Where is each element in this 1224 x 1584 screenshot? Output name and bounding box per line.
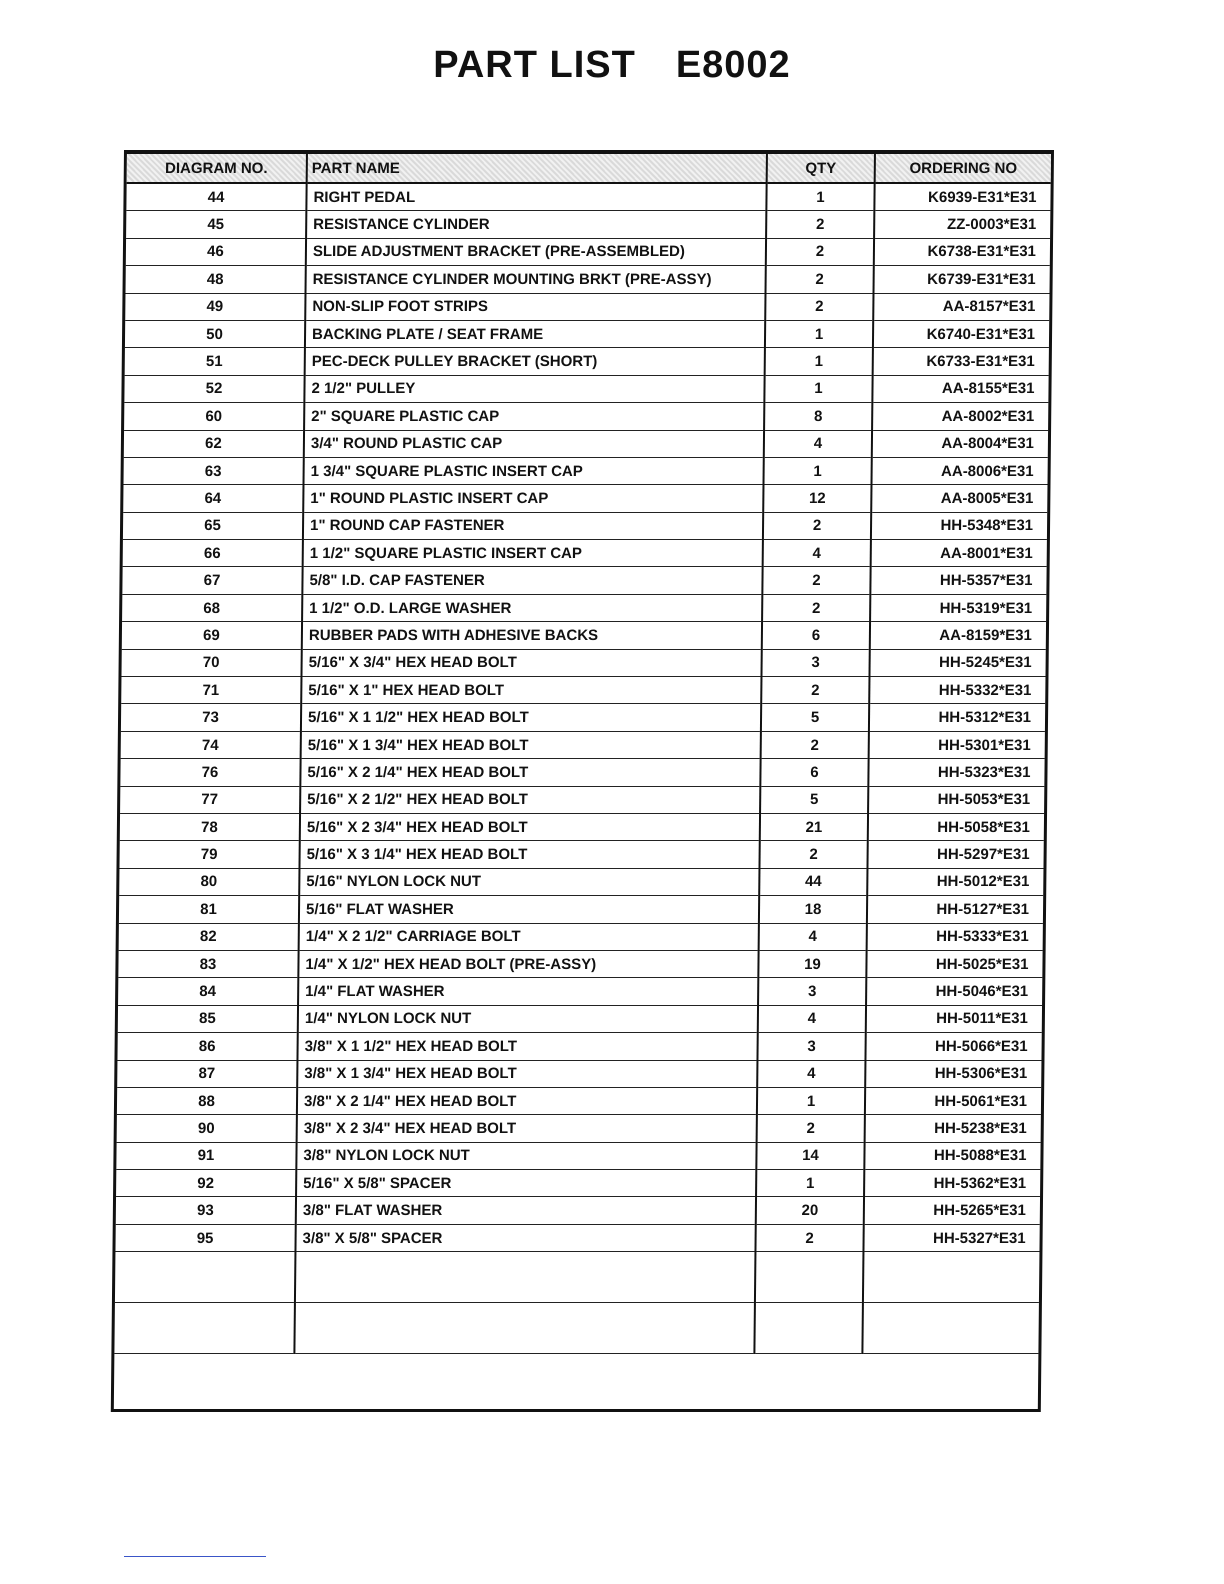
ordering-no-cell: HH-5127*E31	[867, 896, 1043, 923]
diagram-no-cell: 51	[125, 348, 305, 375]
diagram-no-cell: 70	[121, 649, 301, 676]
ordering-no-cell: AA-8005*E31	[871, 485, 1047, 512]
table-row	[117, 1115, 1041, 1142]
parts-table	[114, 154, 1051, 1354]
qty-cell: 6	[760, 759, 868, 786]
part-name-cell: RESISTANCE CYLINDER MOUNTING BRKT (PRE-ASSY)	[306, 266, 766, 293]
qty-cell: 2	[757, 1115, 865, 1142]
diagram-no-cell: 48	[126, 266, 306, 293]
table-row	[123, 457, 1047, 484]
diagram-no-cell: 62	[124, 430, 304, 457]
page-title	[0, 44, 1224, 87]
ordering-no-cell: AA-8001*E31	[871, 540, 1047, 567]
diagram-no-cell: 77	[120, 786, 300, 813]
diagram-no-cell: 86	[117, 1033, 297, 1060]
qty-cell: 1	[765, 320, 873, 347]
part-name-cell: 1/4" NYLON LOCK NUT	[298, 1005, 758, 1032]
ordering-no-cell: HH-5357*E31	[870, 567, 1046, 594]
ordering-no-cell: ZZ-0003*E31	[874, 211, 1050, 238]
table-row	[119, 868, 1043, 895]
part-name-cell: 5/8" I.D. CAP FASTENER	[302, 567, 762, 594]
part-name-cell: 3/8" FLAT WASHER	[296, 1197, 756, 1224]
qty-cell: 2	[755, 1224, 863, 1251]
qty-cell: 21	[760, 813, 868, 840]
ordering-no-cell: HH-5053*E31	[868, 786, 1044, 813]
diagram-no-cell: 93	[116, 1197, 296, 1224]
part-name-cell: 1" ROUND PLASTIC INSERT CAP	[303, 485, 763, 512]
qty-cell: 1	[756, 1170, 864, 1197]
qty-cell: 3	[758, 978, 866, 1005]
qty-cell: 20	[756, 1197, 864, 1224]
part-name-cell: 3/8" X 2 3/4" HEX HEAD BOLT	[297, 1115, 757, 1142]
table-row	[126, 266, 1050, 293]
part-name-cell: RESISTANCE CYLINDER	[306, 211, 766, 238]
ordering-no-cell: HH-5245*E31	[869, 649, 1045, 676]
qty-cell: 2	[762, 594, 870, 621]
qty-cell: 2	[766, 238, 874, 265]
qty-cell: 4	[758, 1005, 866, 1032]
blank-cell	[755, 1252, 864, 1303]
part-name-cell: 5/16" X 2 3/4" HEX HEAD BOLT	[300, 813, 760, 840]
blank-cell	[115, 1252, 296, 1303]
ordering-no-cell: K6738-E31*E31	[874, 238, 1050, 265]
ordering-no-cell: HH-5327*E31	[863, 1224, 1039, 1251]
diagram-no-cell: 74	[121, 731, 301, 758]
blank-cell	[114, 1303, 295, 1354]
ordering-no-cell: K6740-E31*E31	[873, 320, 1049, 347]
ordering-no-cell: K6739-E31*E31	[874, 266, 1050, 293]
part-name-cell: 3/4" ROUND PLASTIC CAP	[304, 430, 764, 457]
qty-cell: 2	[766, 266, 874, 293]
part-name-cell: 3/8" X 1 3/4" HEX HEAD BOLT	[297, 1060, 757, 1087]
diagram-no-cell: 91	[116, 1142, 296, 1169]
blank-row	[115, 1252, 1040, 1303]
ordering-no-cell: K6939-E31*E31	[874, 183, 1050, 211]
ordering-no-cell: AA-8002*E31	[872, 403, 1048, 430]
blank-cell	[754, 1303, 863, 1354]
table-row	[116, 1197, 1040, 1224]
qty-cell: 3	[761, 649, 869, 676]
table-row	[122, 567, 1046, 594]
ordering-no-cell: HH-5061*E31	[865, 1087, 1041, 1114]
qty-cell: 2	[759, 841, 867, 868]
diagram-no-cell: 88	[117, 1087, 297, 1114]
ordering-no-cell: HH-5306*E31	[865, 1060, 1041, 1087]
part-name-cell: 2" SQUARE PLASTIC CAP	[304, 403, 764, 430]
qty-cell: 2	[765, 293, 873, 320]
table-row	[121, 731, 1045, 758]
part-name-cell: PEC-DECK PULLEY BRACKET (SHORT)	[305, 348, 765, 375]
diagram-no-cell: 73	[121, 704, 301, 731]
ordering-no-cell: AA-8159*E31	[870, 622, 1046, 649]
diagram-no-cell: 76	[120, 759, 300, 786]
part-name-cell: 2 1/2" PULLEY	[304, 375, 764, 402]
qty-cell: 1	[763, 457, 871, 484]
diagram-no-cell: 79	[119, 841, 299, 868]
diagram-no-cell: 67	[122, 567, 302, 594]
blank-row	[114, 1303, 1039, 1354]
part-name-cell: 5/16" X 5/8" SPACER	[296, 1170, 756, 1197]
part-name-cell: 5/16" X 1" HEX HEAD BOLT	[301, 677, 761, 704]
qty-cell: 1	[757, 1087, 865, 1114]
ordering-no-cell: HH-5319*E31	[870, 594, 1046, 621]
table-row	[116, 1170, 1040, 1197]
diagram-no-cell: 60	[124, 403, 304, 430]
part-name-cell: 5/16" NYLON LOCK NUT	[299, 868, 759, 895]
table-row	[118, 1005, 1042, 1032]
table-row	[121, 704, 1045, 731]
part-name-cell: RUBBER PADS WITH ADHESIVE BACKS	[302, 622, 762, 649]
part-name-cell: 5/16" FLAT WASHER	[299, 896, 759, 923]
qty-cell: 5	[761, 704, 869, 731]
table-row	[125, 320, 1049, 347]
ordering-no-cell: HH-5025*E31	[866, 950, 1042, 977]
diagram-no-cell: 83	[118, 950, 298, 977]
header-ordering-no: ORDERING NO	[875, 154, 1051, 183]
table-row	[125, 293, 1049, 320]
ordering-no-cell: HH-5088*E31	[864, 1142, 1040, 1169]
header-part-name: PART NAME	[307, 154, 767, 183]
blank-cell	[294, 1303, 755, 1354]
diagram-no-cell: 50	[125, 320, 305, 347]
qty-cell: 44	[759, 868, 867, 895]
table-row	[117, 1060, 1041, 1087]
ordering-no-cell: HH-5011*E31	[866, 1005, 1042, 1032]
parts-table-body	[114, 183, 1050, 1354]
part-name-cell: 1/4" X 1/2" HEX HEAD BOLT (PRE-ASSY)	[298, 950, 758, 977]
ordering-no-cell: K6733-E31*E31	[873, 348, 1049, 375]
header-diagram-no: DIAGRAM NO.	[127, 154, 307, 183]
table-row	[122, 622, 1046, 649]
qty-cell: 1	[765, 348, 873, 375]
qty-cell: 5	[760, 786, 868, 813]
part-name-cell: 3/8" X 1 1/2" HEX HEAD BOLT	[297, 1033, 757, 1060]
table-row	[126, 183, 1050, 211]
table-row	[120, 786, 1044, 813]
diagram-no-cell: 69	[122, 622, 302, 649]
diagram-no-cell: 87	[117, 1060, 297, 1087]
ordering-no-cell: AA-8006*E31	[871, 457, 1047, 484]
qty-cell: 14	[756, 1142, 864, 1169]
part-name-cell: 1 1/2" O.D. LARGE WASHER	[302, 594, 762, 621]
table-row	[124, 430, 1048, 457]
table-row	[118, 978, 1042, 1005]
diagram-no-cell: 49	[125, 293, 305, 320]
diagram-no-cell: 81	[119, 896, 299, 923]
table-row	[123, 540, 1047, 567]
table-row	[119, 923, 1043, 950]
qty-cell: 2	[761, 677, 869, 704]
diagram-no-cell: 78	[120, 813, 300, 840]
title-text: PART LIST	[433, 44, 636, 86]
ordering-no-cell: HH-5297*E31	[867, 841, 1043, 868]
part-name-cell: 1 3/4" SQUARE PLASTIC INSERT CAP	[303, 457, 763, 484]
underline-mark	[124, 1556, 266, 1557]
part-name-cell: SLIDE ADJUSTMENT BRACKET (PRE-ASSEMBLED)	[306, 238, 766, 265]
qty-cell: 2	[761, 731, 869, 758]
table-row	[126, 211, 1050, 238]
blank-cell	[862, 1303, 1039, 1354]
table-header-row	[127, 154, 1051, 183]
diagram-no-cell: 95	[115, 1224, 295, 1251]
qty-cell: 6	[762, 622, 870, 649]
diagram-no-cell: 44	[126, 183, 306, 211]
ordering-no-cell: HH-5348*E31	[871, 512, 1047, 539]
table-row	[123, 485, 1047, 512]
diagram-no-cell: 64	[123, 485, 303, 512]
ordering-no-cell: HH-5333*E31	[867, 923, 1043, 950]
table-row	[125, 348, 1049, 375]
part-name-cell: 5/16" X 1 1/2" HEX HEAD BOLT	[301, 704, 761, 731]
table-row	[124, 403, 1048, 430]
part-name-cell: 1/4" X 2 1/2" CARRIAGE BOLT	[299, 923, 759, 950]
diagram-no-cell: 85	[118, 1005, 298, 1032]
diagram-no-cell: 45	[126, 211, 306, 238]
diagram-no-cell: 68	[122, 594, 302, 621]
ordering-no-cell: HH-5301*E31	[869, 731, 1045, 758]
diagram-no-cell: 65	[123, 512, 303, 539]
part-name-cell: 1/4" FLAT WASHER	[298, 978, 758, 1005]
table-row	[121, 677, 1045, 704]
ordering-no-cell: HH-5058*E31	[868, 813, 1044, 840]
qty-cell: 12	[763, 485, 871, 512]
ordering-no-cell: HH-5312*E31	[869, 704, 1045, 731]
ordering-no-cell: HH-5238*E31	[865, 1115, 1041, 1142]
part-name-cell: 1 1/2" SQUARE PLASTIC INSERT CAP	[303, 540, 763, 567]
table-row	[119, 841, 1043, 868]
table-row	[120, 813, 1044, 840]
table-row	[121, 649, 1045, 676]
part-name-cell: RIGHT PEDAL	[306, 183, 766, 211]
ordering-no-cell: HH-5332*E31	[869, 677, 1045, 704]
part-name-cell: 5/16" X 2 1/2" HEX HEAD BOLT	[300, 786, 760, 813]
qty-cell: 2	[766, 211, 874, 238]
diagram-no-cell: 80	[119, 868, 299, 895]
part-name-cell: BACKING PLATE / SEAT FRAME	[305, 320, 765, 347]
ordering-no-cell: AA-8004*E31	[872, 430, 1048, 457]
parts-table-frame	[111, 150, 1054, 1412]
table-row	[124, 375, 1048, 402]
table-row	[116, 1142, 1040, 1169]
table-row	[123, 512, 1047, 539]
diagram-no-cell: 52	[124, 375, 304, 402]
blank-cell	[863, 1252, 1040, 1303]
part-name-cell: 5/16" X 1 3/4" HEX HEAD BOLT	[301, 731, 761, 758]
qty-cell: 18	[759, 896, 867, 923]
part-name-cell: 3/8" X 5/8" SPACER	[295, 1224, 755, 1251]
qty-cell: 1	[764, 375, 872, 402]
qty-cell: 1	[766, 183, 874, 211]
ordering-no-cell: HH-5046*E31	[866, 978, 1042, 1005]
ordering-no-cell: HH-5012*E31	[867, 868, 1043, 895]
table-row	[126, 238, 1050, 265]
qty-cell: 19	[758, 950, 866, 977]
ordering-no-cell: HH-5323*E31	[868, 759, 1044, 786]
ordering-no-cell: AA-8155*E31	[872, 375, 1048, 402]
blank-cell	[295, 1252, 756, 1303]
qty-cell: 4	[759, 923, 867, 950]
ordering-no-cell: HH-5066*E31	[865, 1033, 1041, 1060]
table-row	[118, 950, 1042, 977]
diagram-no-cell: 92	[116, 1170, 296, 1197]
diagram-no-cell: 46	[126, 238, 306, 265]
part-name-cell: 5/16" X 3 1/4" HEX HEAD BOLT	[299, 841, 759, 868]
part-name-cell: 3/8" X 2 1/4" HEX HEAD BOLT	[297, 1087, 757, 1114]
diagram-no-cell: 82	[119, 923, 299, 950]
part-name-cell: 5/16" X 2 1/4" HEX HEAD BOLT	[300, 759, 760, 786]
diagram-no-cell: 84	[118, 978, 298, 1005]
qty-cell: 4	[763, 540, 871, 567]
table-row	[115, 1224, 1039, 1251]
ordering-no-cell: HH-5265*E31	[864, 1197, 1040, 1224]
diagram-no-cell: 66	[123, 540, 303, 567]
qty-cell: 8	[764, 403, 872, 430]
part-name-cell: NON-SLIP FOOT STRIPS	[305, 293, 765, 320]
diagram-no-cell: 71	[121, 677, 301, 704]
qty-cell: 2	[763, 512, 871, 539]
model-number: E8002	[675, 44, 791, 86]
table-row	[119, 896, 1043, 923]
diagram-no-cell: 63	[123, 457, 303, 484]
part-name-cell: 3/8" NYLON LOCK NUT	[296, 1142, 756, 1169]
qty-cell: 2	[762, 567, 870, 594]
table-row	[120, 759, 1044, 786]
table-row	[122, 594, 1046, 621]
header-qty: QTY	[767, 154, 875, 183]
qty-cell: 3	[757, 1033, 865, 1060]
ordering-no-cell: HH-5362*E31	[864, 1170, 1040, 1197]
table-row	[117, 1087, 1041, 1114]
qty-cell: 4	[757, 1060, 865, 1087]
part-name-cell: 1" ROUND CAP FASTENER	[303, 512, 763, 539]
ordering-no-cell: AA-8157*E31	[873, 293, 1049, 320]
part-name-cell: 5/16" X 3/4" HEX HEAD BOLT	[301, 649, 761, 676]
qty-cell: 4	[764, 430, 872, 457]
diagram-no-cell: 90	[117, 1115, 297, 1142]
table-row	[117, 1033, 1041, 1060]
